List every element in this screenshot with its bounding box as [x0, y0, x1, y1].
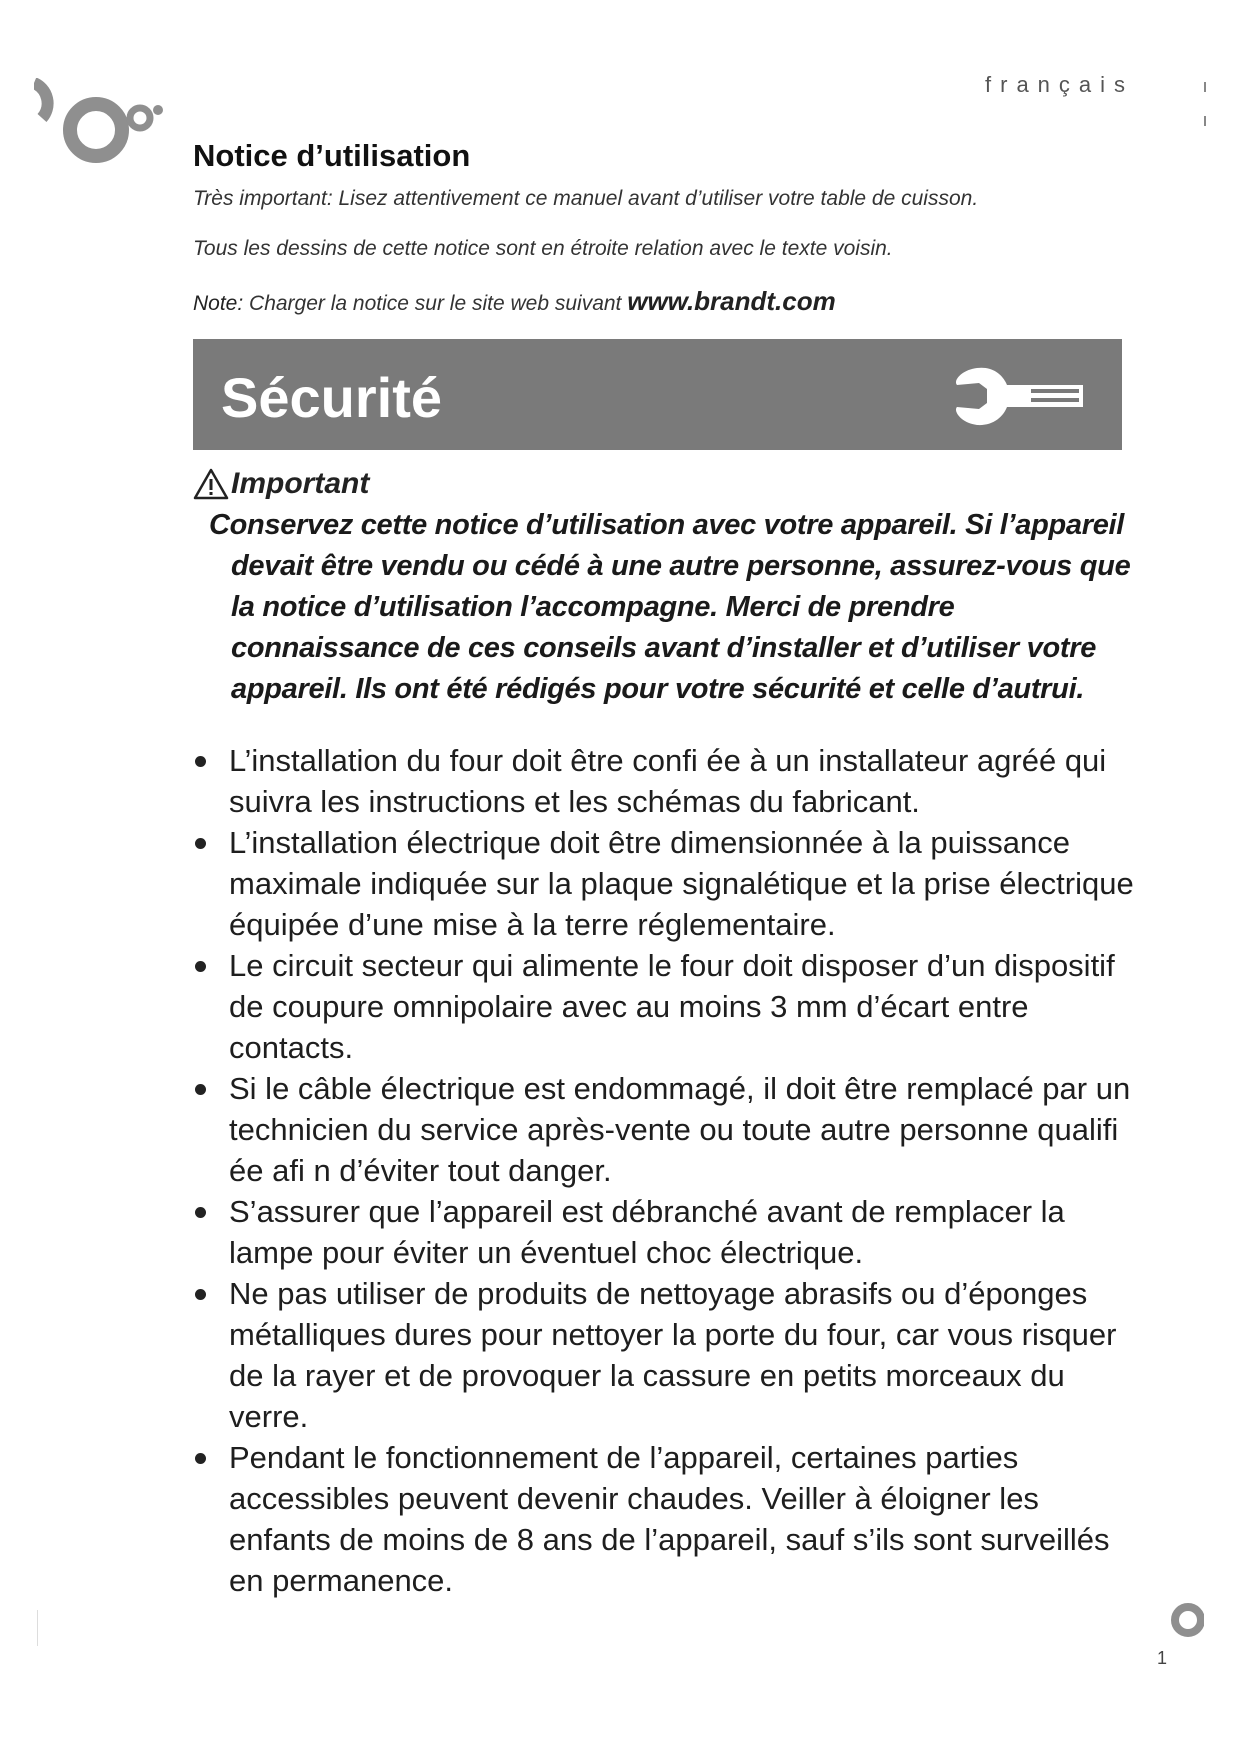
safety-list — [193, 740, 1138, 1601]
bullet-icon — [195, 1084, 206, 1095]
list-item — [193, 1068, 1138, 1191]
download-note — [193, 286, 836, 317]
list-item-text: L’installation électrique doit être dimensionnée à la puissance maximale indiquée sur la plaque signalétique et la prise électrique équipée d’une mise à la terre réglementaire. — [229, 825, 1134, 942]
section-title: Sécurité — [221, 366, 442, 429]
footer-circle-icon — [1168, 1600, 1204, 1640]
important-text: Conservez cette notice d’utilisation avec votre appareil. Si l’appareil devait être vendu ou cédé à une autre personne, assurez-vous que la notice d’utilisation l’accompagne. Merci de prendre connaissance de ces conseils avant d’installer et d’utiliser votre appareil. Ils ont été rédigés pour votre sécurité et celle d’autrui. — [209, 509, 1131, 705]
important-label: Important — [231, 467, 370, 500]
list-item — [193, 740, 1138, 822]
intro-warning: Très important: Lisez attentivement ce manuel avant d’utiliser votre table de cuisson. — [193, 187, 979, 210]
list-item — [193, 1273, 1138, 1437]
bullet-icon — [195, 1207, 206, 1218]
warning-triangle-icon — [193, 467, 229, 501]
intro-drawings-note: Tous les dessins de cette notice sont en étroite relation avec le texte voisin. — [193, 237, 893, 260]
list-item-text: Ne pas utiliser de produits de nettoyage abrasifs ou d’éponges métalliques dures pour nettoyer la porte du four, car vous risquer de la rayer et de provoquer la cassure en petits morceaux du verre. — [229, 1276, 1117, 1434]
bullet-icon — [195, 756, 206, 767]
section-header — [193, 339, 1122, 450]
list-item-text: Le circuit secteur qui alimente le four doit disposer d’un dispositif de coupure omnipolaire avec au moins 3 mm d’écart entre contacts. — [229, 948, 1115, 1065]
bullet-icon — [195, 961, 206, 972]
list-item — [193, 822, 1138, 945]
list-item — [193, 1437, 1138, 1601]
notice-title: Notice d’utilisation — [193, 138, 471, 173]
list-item — [193, 945, 1138, 1068]
wrench-icon — [953, 363, 1093, 429]
language-label: français — [985, 72, 1135, 97]
margin-mark — [37, 1610, 38, 1646]
bullet-icon — [195, 1453, 206, 1464]
list-item-text: L’installation du four doit être confi ée à un installateur agréé qui suivra les instructions et les schémas du fabricant. — [229, 743, 1107, 819]
important-heading — [193, 467, 369, 501]
list-item-text: Si le câble électrique est endommagé, il doit être remplacé par un technicien du service après-vente ou toute autre personne qualifi ée afi n d’éviter tout danger. — [229, 1071, 1131, 1188]
edge-mark — [1204, 116, 1206, 126]
note-label: Note: — [193, 292, 244, 315]
bullet-icon — [195, 1289, 206, 1300]
brand-logo-icon — [34, 78, 164, 178]
list-item — [193, 1191, 1138, 1273]
page-number: 1 — [1157, 1648, 1168, 1668]
edge-mark — [1204, 82, 1206, 92]
list-item-text: S’assurer que l’appareil est débranché avant de remplacer la lampe pour éviter un éventuel choc électrique. — [229, 1194, 1065, 1270]
list-item-text: Pendant le fonctionnement de l’appareil, certaines parties accessibles peuvent devenir chaudes. Veiller à éloigner les enfants de moins de 8 ans de l’appareil, sauf s’ils sont surveillés en permanence. — [229, 1440, 1110, 1598]
bullet-icon — [195, 838, 206, 849]
website-link[interactable]: www.brandt.com — [627, 286, 836, 316]
note-text: Charger la notice sur le site web suivant — [243, 292, 628, 315]
